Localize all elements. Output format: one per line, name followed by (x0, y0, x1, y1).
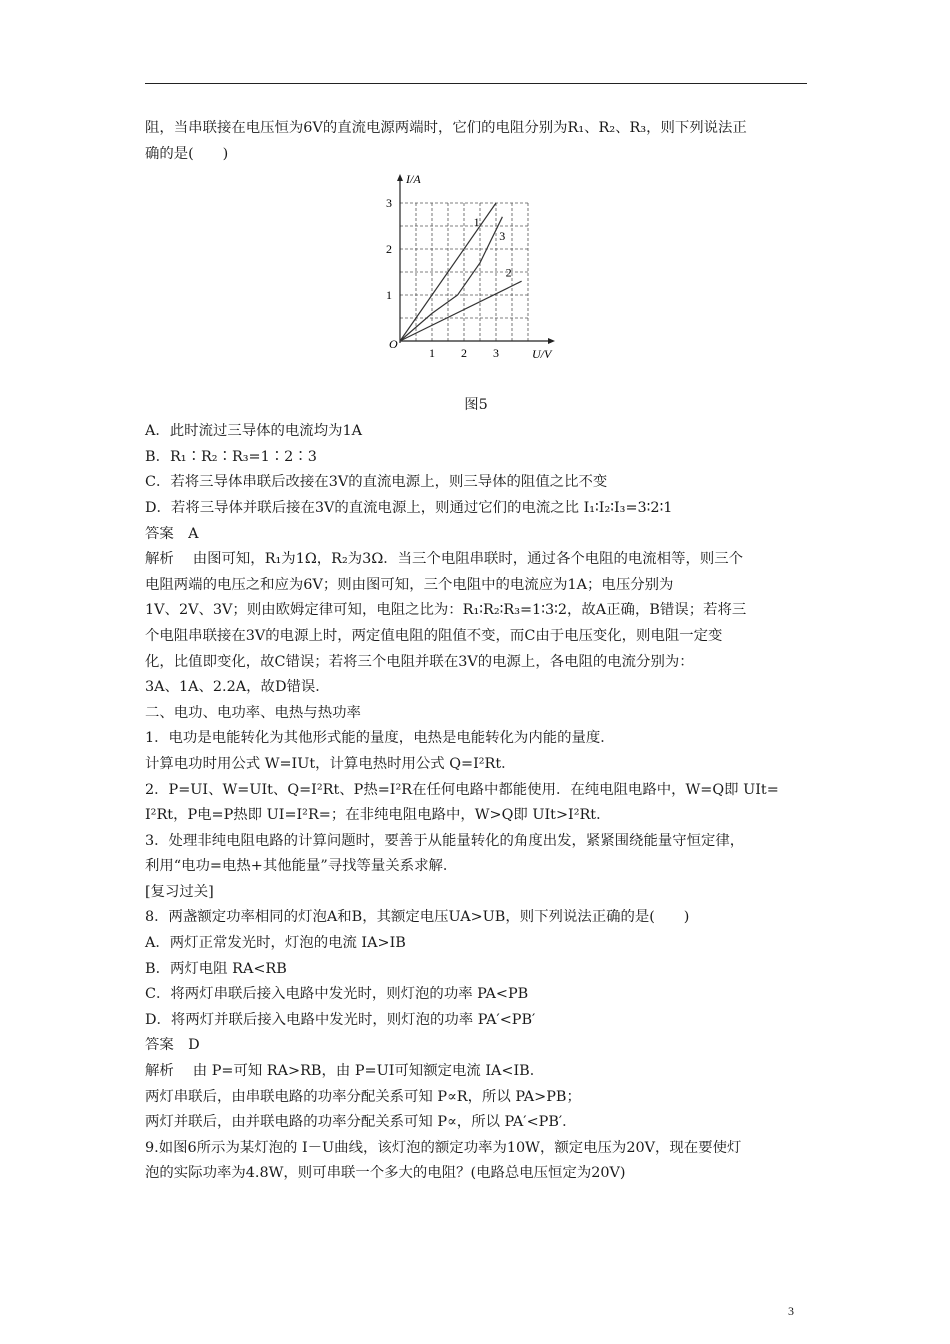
y-tick-label: 3 (386, 196, 392, 211)
text-line: A．两灯正常发光时，灯泡的电流 IA>IB (145, 935, 406, 952)
text-line: A．此时流过三导体的电流均为1A (145, 423, 363, 440)
text-line: C．将两灯串联后接入电路中发光时，则灯泡的功率 PA<PB (145, 986, 529, 1003)
text-line: 解析 由图可知，R₁为1Ω，R₂为3Ω．当三个电阻串联时，通过各个电阻的电流相等，则三个 (145, 551, 744, 568)
header-rule (145, 83, 807, 84)
text-line: 个电阻串联接在3V的电源上时，两定值电阻的阻值不变，而C由于电压变化，则电阻一定变 (145, 627, 723, 644)
text-line: 解析 由 P=可知 RA>RB，由 P=UI可知额定电流 IA<IB． (145, 1063, 545, 1080)
text-line: 利用“电功=电热+其他能量”寻找等量关系求解． (145, 858, 458, 875)
curve-label: 1 (473, 215, 480, 230)
text-line: 确的是( ) (145, 145, 229, 162)
text-line: D．若将三导体并联后接在3V的直流电源上，则通过它们的电流之比 I₁∶I₂∶I₃=3∶2∶1 (145, 499, 673, 516)
page-number: 3 (788, 1304, 794, 1318)
text-line: 两灯串联后，由串联电路的功率分配关系可知 P∝R，所以 PA>PB； (145, 1088, 581, 1105)
tick-labels (386, 196, 499, 360)
y-axis-label: I/A (406, 172, 421, 187)
text-line: 1V、2V、3V；则由欧姆定律可知，电阻之比为：R₁∶R₂∶R₃=1∶3∶2，故A正确，B错误；若将三 (145, 602, 747, 619)
text-line: B．R₁∶R₂∶R₃=1∶2∶3 (145, 448, 317, 465)
figure-caption: 图5 (464, 397, 488, 414)
text-line: 二、电功、电功率、电热与热功率 (145, 704, 361, 721)
x-tick-label: 1 (429, 346, 435, 361)
body-text (145, 419, 807, 1187)
text-line: 1．电功是电能转化为其他形式能的量度，电热是电能转化为内能的量度． (145, 730, 615, 747)
text-line: 泡的实际功率为4.8W，则可串联一个多大的电阻？(电路总电压恒定为20V) (145, 1165, 626, 1182)
page-content (145, 116, 807, 1187)
origin-label: O (389, 337, 398, 352)
x-tick-label: 2 (461, 346, 467, 361)
text-line: [复习过关] (145, 883, 214, 900)
figure-5 (145, 171, 807, 395)
x-tick-label: 3 (493, 346, 499, 361)
y-tick-label: 1 (386, 288, 392, 303)
text-line: 化，比值即变化，故C错误；若将三个电阻并联在3V的电源上，各电阻的电流分别为： (145, 653, 694, 670)
text-line: 两灯并联后，由并联电路的功率分配关系可知 P∝，所以 PA′<PB′． (145, 1114, 577, 1131)
y-tick-label: 2 (386, 242, 392, 257)
text-line: C．若将三导体串联后改接在3V的直流电源上，则三导体的阻值之比不变 (145, 474, 608, 491)
text-line: 3．处理非纯电阻电路的计算问题时，要善于从能量转化的角度出发，紧紧围绕能量守恒定律， (145, 832, 745, 849)
text-line: 9.如图6所示为某灯泡的 I－U曲线，该灯泡的额定功率为10W，额定电压为20V，现在要使灯 (145, 1139, 742, 1156)
text-line: 答案 D (145, 1037, 200, 1054)
x-axis-arrow (548, 338, 555, 344)
text-line: 3A、1A、2.2A，故D错误． (145, 679, 330, 696)
text-line: 计算电功时用公式 W=IUt，计算电热时用公式 Q=I²Rt． (145, 755, 516, 772)
text-line: 答案 A (145, 525, 199, 542)
text-line: I²Rt，P电=P热即 UI=I²R=；在非纯电阻电路中，W>Q即 UIt>I²Rt． (145, 807, 611, 824)
text-line: 2．P=UI、W=UIt、Q=I²Rt、P热=I²R在任何电路中都能使用．在纯电阻电路中，W=Q即 UIt= (145, 781, 779, 798)
series-line-3 (400, 217, 502, 341)
iu-chart (380, 171, 560, 371)
text-line: 电阻两端的电压之和应为6V；则由图可知，三个电阻中的电流应为1A；电压分别为 (145, 576, 674, 593)
text-line: B．两灯电阻 RA<RB (145, 960, 287, 977)
text-line: 8．两盏额定功率相同的灯泡A和B，其额定电压UA>UB，则下列说法正确的是( ) (145, 909, 690, 926)
x-axis-label: U/V (532, 347, 552, 362)
curve-label: 2 (505, 265, 512, 280)
curve-label: 3 (499, 228, 506, 243)
y-axis-arrow (397, 174, 403, 181)
text-line: 阻，当串联接在电压恒为6V的直流电源两端时，它们的电阻分别为R₁、R₂、R₃，则下列说法正 (145, 120, 747, 136)
text-line: D．将两灯并联后接入电路中发光时，则灯泡的功率 PA′<PB′ (145, 1011, 536, 1028)
